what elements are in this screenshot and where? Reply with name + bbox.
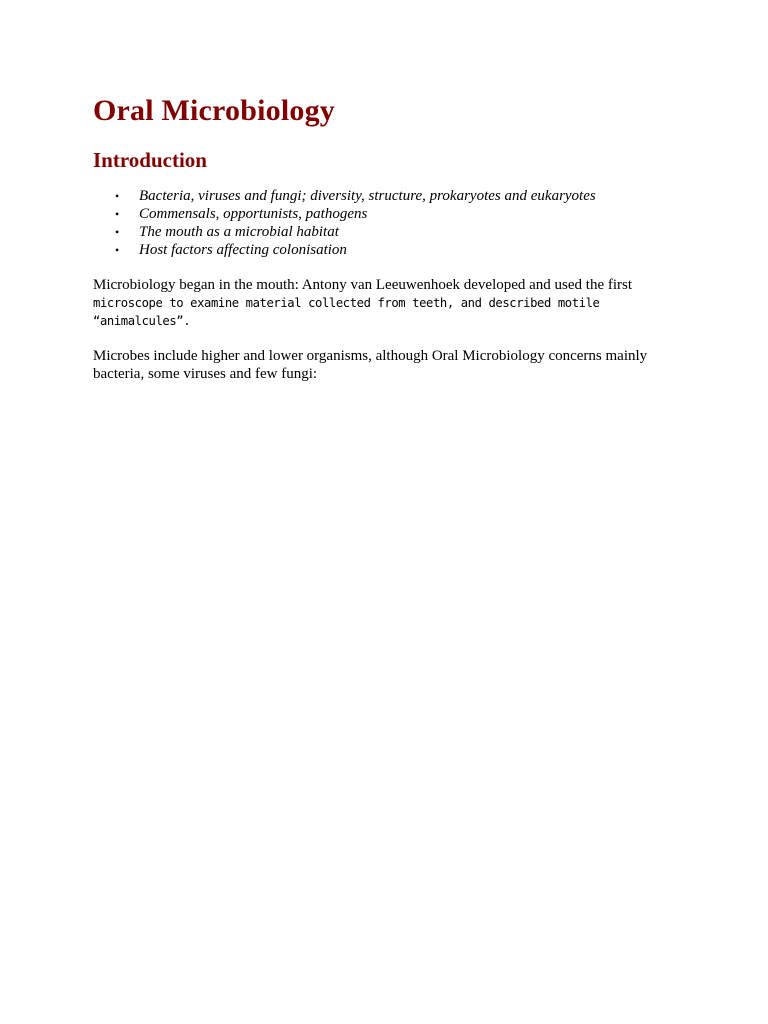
paragraph-history bbox=[93, 276, 693, 330]
list-item-text: Host factors affecting colonisation bbox=[139, 242, 347, 258]
section-heading: Introduction bbox=[93, 148, 207, 172]
bullet-icon: • bbox=[115, 189, 120, 203]
paragraph-history-line1: Microbiology began in the mouth: Antony van Leeuwenhoek developed and used the first bbox=[93, 277, 633, 293]
list-item-text: Commensals, opportunists, pathogens bbox=[139, 206, 368, 222]
list-item-text: The mouth as a microbial habitat bbox=[139, 224, 339, 240]
topic-list bbox=[93, 187, 693, 259]
bullet-icon: • bbox=[115, 225, 120, 239]
bullet-icon: • bbox=[115, 207, 120, 221]
list-item-text: Bacteria, viruses and fungi; diversity, structure, prokaryotes and eukaryotes bbox=[139, 188, 596, 204]
list-item bbox=[115, 241, 693, 259]
list-item bbox=[115, 223, 693, 241]
paragraph-microbes: Microbes include higher and lower organisms, although Oral Microbiology concerns mainly bacteria, some viruses and few fungi: bbox=[93, 348, 648, 382]
bullet-icon: • bbox=[115, 243, 120, 257]
list-item bbox=[115, 205, 693, 223]
document-title: Oral Microbiology bbox=[93, 94, 335, 127]
list-item bbox=[115, 187, 693, 205]
document-page bbox=[93, 92, 693, 383]
paragraph-history-line2: microscope to examine material collected from teeth, and described motile “animalcules”. bbox=[93, 296, 600, 328]
